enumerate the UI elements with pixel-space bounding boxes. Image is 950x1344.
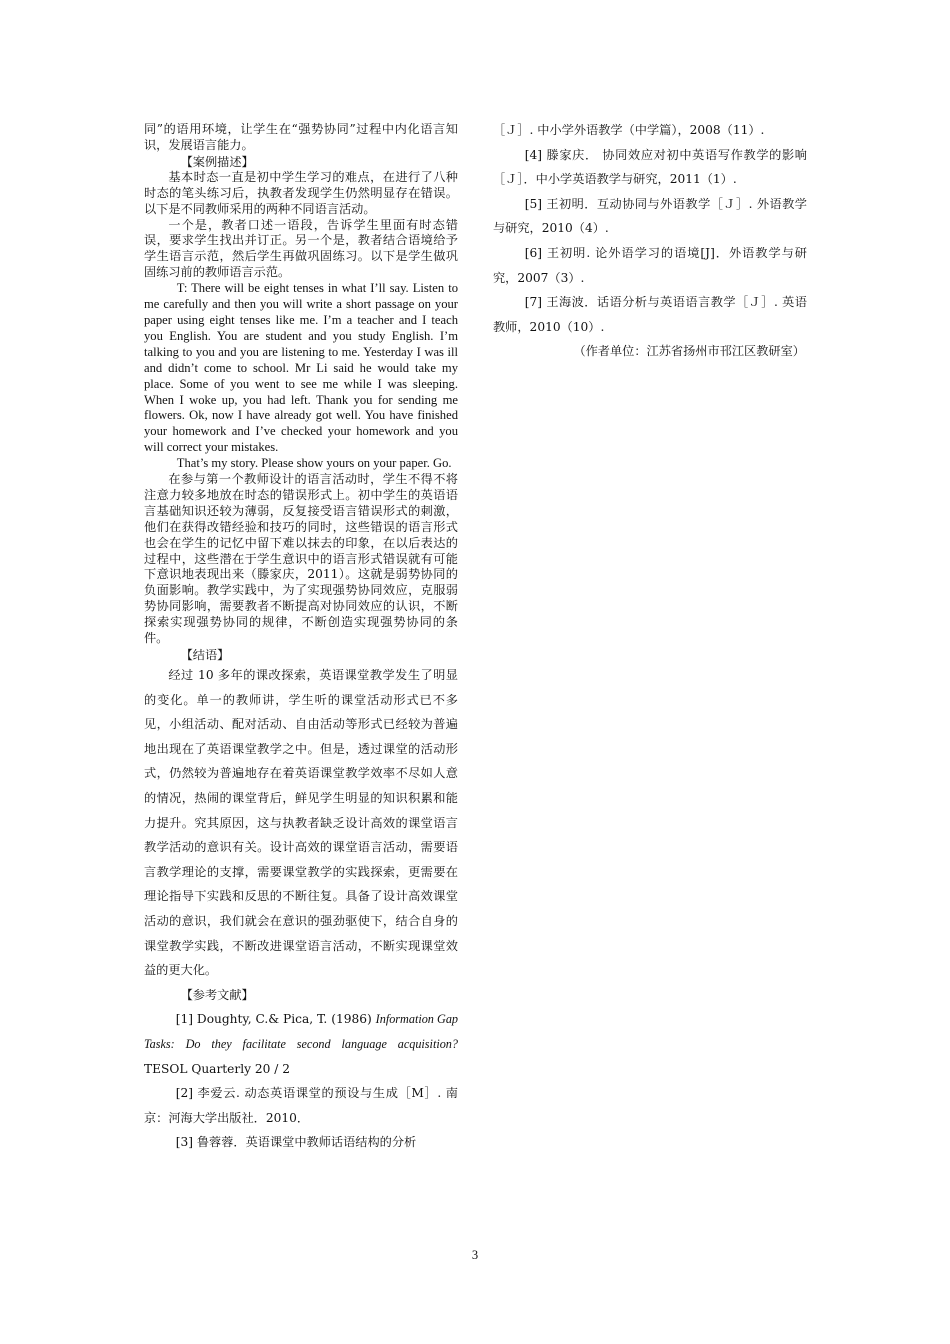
- reference-1-suffix: TESOL Quarterly 20 / 2: [144, 1061, 290, 1076]
- reference-6: [6] 王初明. 论外语学习的语境[J]．外语教学与研究，2007（3）.: [493, 245, 807, 285]
- case-paragraph-2: 一个是，教者口述一语段，告诉学生里面有时态错误，要求学生找出并订正。另一个是，教者结合语境给予学生语言示范，然后学生再做巩固练习。以下是学生做巩固练习前的教师语言示范。: [144, 217, 458, 280]
- reference-5: [5] 王初明．互动协同与外语教学［Ｊ］. 外语教学与研究，2010（4）.: [493, 196, 807, 236]
- references-heading: 【参考文献】: [180, 987, 254, 1002]
- reference-4: [4] 滕家庆． 协同效应对初中英语写作教学的影响［Ｊ］．中小学英语教学与研究，2011（1）.: [493, 147, 807, 187]
- left-column: [144, 122, 458, 1155]
- reference-3-continued: ［Ｊ］. 中小学外语教学（中学篇），2008（11）.: [493, 123, 765, 137]
- analysis-paragraph: 在参与第一个教师设计的语言活动时，学生不得不将注意力较多地放在时态的错误形式上。初中学生的英语语言基础知识还较为薄弱，反复接受语言错误形式的刺激，他们在获得改错经验和技巧的同时，这些错误的语言形式也会在学生的记忆中留下难以抹去的印象，在以后表达的过程中，这些潜在于学生意识中的语言形式错误就有可能下意识地表现出来（滕家庆，2011）。这就是弱势协同的负面影响。教学实践中，为了实现强势协同效应，克服弱势协同影响，需要教者不断提高对协同效应的认识，不断探索实现强势协同的规律，不断创造实现强势协同的条件。: [144, 472, 458, 646]
- right-column: [493, 122, 807, 364]
- reference-7: [7] 王海波．话语分析与英语语言教学［Ｊ］. 英语教师，2010（10）.: [493, 295, 807, 334]
- case-paragraph-1: 基本时态一直是初中学生学习的难点，在进行了八种时态的笔头练习后，执教者发现学生仍然明显存在错误。以下是不同教师采用的两种不同语言活动。: [144, 169, 458, 216]
- conclusion-paragraph: 经过 10 多年的课改探索，英语课堂教学发生了明显的变化。单一的教师讲，学生听的课堂活动形式已不多见，小组活动、配对活动、自由活动等形式已经较为普遍地出现在了英语课堂教学之中。但是，透过课堂的活动形式，仍然较为普遍地存在着英语课堂教学效率不尽如人意的情况，热闹的课堂背后，鲜见学生明显的知识积累和能力提升。究其原因，这与执教者缺乏设计高效的课堂语言教学活动的意识有关。设计高效的课堂语言活动，需要语言教学理论的支撑，需要课堂教学的实践探索，更需要在理论指导下实践和反思的不断往复。具备了设计高效课堂活动的意识，我们就会在意识的强劲驱使下，结合自身的课堂教学实践，不断改进课堂语言活动，不断实现课堂效益的更大化。: [144, 668, 458, 978]
- reference-3: [3] 鲁蓉蓉．英语课堂中教师话语结构的分析: [175, 1135, 417, 1150]
- case-heading: 【案例描述】: [180, 154, 254, 169]
- reference-1-title: Information Gap Tasks: Do they facilitate second language acquisition?: [144, 1012, 458, 1051]
- conclusion-heading: 【结语】: [180, 648, 230, 662]
- reference-2: [2] 李爱云. 动态英语课堂的预设与生成［M］. 南京：河海大学出版社．2010．: [144, 1086, 458, 1125]
- author-affiliation: （作者单位：江苏省扬州市邗江区教研室）: [573, 344, 805, 359]
- reference-1: [144, 1007, 458, 1081]
- intro-paragraph: 同”的语用环境，让学生在“强势协同”过程中内化语言知识，发展语言能力。: [144, 122, 458, 152]
- reference-1-prefix: [1] Doughty, C.& Pica, T. (1986): [175, 1012, 376, 1027]
- teacher-speech-end: That’s my story. Please show yours on your paper. Go.: [176, 456, 452, 471]
- teacher-speech: T: There will be eight tenses in what I’ll say. Listen to me carefully and then you will write a short passage on your paper using eight tenses like me. I’m a teacher and I teach you English. You are student and you study English. I’m talking to you and you are listening to me. Yesterday I was ill and didn’t come to school. Mr Li said he would take my place. Some of you went to see me while I was sleeping. When I woke up, you had left. Thank you for sending me flowers. Ok, now I have already got well. You have finished your homework and I’ve checked your homework and you will correct your mistakes.: [144, 281, 458, 455]
- page-number: 3: [471, 1248, 479, 1262]
